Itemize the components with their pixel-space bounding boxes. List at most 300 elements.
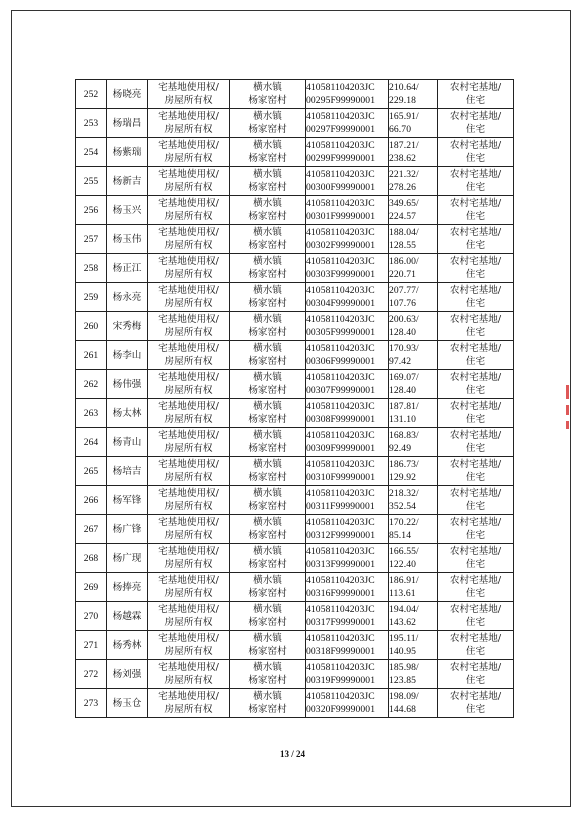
registration-table — [75, 79, 514, 718]
area-cell — [389, 457, 438, 486]
unit-code-text: 410581104203JC — [306, 662, 375, 673]
row-number-text: 259 — [83, 291, 99, 303]
right-type-text: 宅基地使用权/ — [158, 227, 219, 238]
table-row — [76, 428, 514, 457]
location-text: 横水镇 — [253, 662, 282, 673]
right-type-text: 房屋所有权 — [164, 530, 213, 541]
unit-code-text: 00312F99990001 — [306, 530, 376, 541]
area-cell — [389, 341, 438, 370]
row-number-cell — [76, 196, 107, 225]
location-text: 杨家窑村 — [248, 298, 287, 309]
land-use-cell — [438, 225, 514, 254]
unit-code-text: 00317F99990001 — [306, 617, 376, 628]
area-text: 92.49 — [389, 443, 412, 454]
row-number-text: 253 — [83, 117, 99, 129]
area-cell — [389, 167, 438, 196]
location-cell — [230, 341, 306, 370]
location-text: 横水镇 — [253, 633, 282, 644]
area-cell — [389, 428, 438, 457]
land-use-cell — [438, 254, 514, 283]
table-row — [76, 486, 514, 515]
row-number-text: 260 — [83, 320, 99, 332]
unit-code-text: 00320F99990001 — [306, 704, 376, 715]
land-use-text: 农村宅基地/ — [449, 111, 502, 122]
unit-code-text: 410581104203JC — [306, 227, 375, 238]
row-number-text: 256 — [83, 204, 99, 216]
location-cell — [230, 544, 306, 573]
right-type-cell — [148, 254, 230, 283]
area-cell — [389, 573, 438, 602]
table-row — [76, 515, 514, 544]
land-use-text: 住宅 — [465, 704, 486, 715]
area-text: 352.54 — [389, 501, 416, 512]
table-row — [76, 254, 514, 283]
area-text: 194.04/ — [389, 604, 419, 615]
right-type-text: 房屋所有权 — [164, 240, 213, 251]
location-cell — [230, 573, 306, 602]
right-type-text: 房屋所有权 — [164, 617, 213, 628]
land-use-text: 住宅 — [465, 211, 486, 222]
row-number-cell — [76, 254, 107, 283]
unit-code-text: 410581104203JC — [306, 256, 375, 267]
area-text: 107.76 — [389, 298, 416, 309]
holder-name-text: 杨新吉 — [112, 175, 142, 187]
row-number-cell — [76, 341, 107, 370]
location-text: 杨家窑村 — [248, 327, 287, 338]
right-type-text: 宅基地使用权/ — [158, 633, 219, 644]
area-text: 221.32/ — [389, 169, 419, 180]
unit-code-cell — [306, 167, 389, 196]
holder-name-text: 杨培吉 — [112, 465, 142, 477]
area-text: 128.40 — [389, 385, 416, 396]
area-cell — [389, 689, 438, 718]
row-number-text: 268 — [83, 552, 99, 564]
area-text: 220.71 — [389, 269, 416, 280]
location-cell — [230, 660, 306, 689]
table-row — [76, 399, 514, 428]
right-type-text: 宅基地使用权/ — [158, 111, 219, 122]
right-type-cell — [148, 283, 230, 312]
row-number-cell — [76, 167, 107, 196]
land-use-cell — [438, 631, 514, 660]
area-cell — [389, 486, 438, 515]
location-text: 横水镇 — [253, 372, 282, 383]
unit-code-cell — [306, 602, 389, 631]
unit-code-cell — [306, 109, 389, 138]
right-type-cell — [148, 457, 230, 486]
location-cell — [230, 689, 306, 718]
right-type-text: 房屋所有权 — [164, 153, 213, 164]
unit-code-cell — [306, 312, 389, 341]
location-text: 杨家窑村 — [248, 124, 287, 135]
area-cell — [389, 312, 438, 341]
location-text: 杨家窑村 — [248, 704, 287, 715]
area-text: 168.83/ — [389, 430, 419, 441]
right-type-cell — [148, 573, 230, 602]
land-use-text: 住宅 — [465, 182, 486, 193]
location-text: 杨家窑村 — [248, 153, 287, 164]
land-use-text: 农村宅基地/ — [449, 372, 502, 383]
right-type-text: 宅基地使用权/ — [158, 256, 219, 267]
unit-code-cell — [306, 283, 389, 312]
land-use-text: 农村宅基地/ — [449, 227, 502, 238]
unit-code-text: 410581104203JC — [306, 488, 375, 499]
land-use-text: 住宅 — [465, 356, 486, 367]
land-use-text: 农村宅基地/ — [449, 459, 502, 470]
table-row — [76, 80, 514, 109]
area-text: 129.92 — [389, 472, 416, 483]
area-text: 185.98/ — [389, 662, 419, 673]
area-cell — [389, 515, 438, 544]
unit-code-cell — [306, 254, 389, 283]
unit-code-text: 00310F99990001 — [306, 472, 376, 483]
right-type-text: 宅基地使用权/ — [158, 662, 219, 673]
holder-name-cell — [107, 138, 148, 167]
land-use-text: 住宅 — [465, 124, 486, 135]
table-row — [76, 109, 514, 138]
location-cell — [230, 602, 306, 631]
right-type-text: 宅基地使用权/ — [158, 314, 219, 325]
unit-code-text: 00318F99990001 — [306, 646, 376, 657]
unit-code-cell — [306, 196, 389, 225]
area-text: 122.40 — [389, 559, 416, 570]
holder-name-cell — [107, 573, 148, 602]
row-number-cell — [76, 660, 107, 689]
unit-code-text: 410581104203JC — [306, 372, 375, 383]
unit-code-cell — [306, 631, 389, 660]
row-number-cell — [76, 399, 107, 428]
holder-name-cell — [107, 283, 148, 312]
area-text: 128.55 — [389, 240, 416, 251]
holder-name-cell — [107, 399, 148, 428]
right-type-cell — [148, 196, 230, 225]
area-text: 140.95 — [389, 646, 416, 657]
unit-code-cell — [306, 399, 389, 428]
location-text: 横水镇 — [253, 575, 282, 586]
unit-code-text: 00308F99990001 — [306, 414, 376, 425]
row-number-text: 262 — [83, 378, 99, 390]
holder-name-text: 杨晓亮 — [112, 88, 142, 100]
location-text: 杨家窑村 — [248, 356, 287, 367]
area-cell — [389, 225, 438, 254]
holder-name-cell — [107, 689, 148, 718]
location-text: 横水镇 — [253, 140, 282, 151]
holder-name-cell — [107, 312, 148, 341]
land-use-text: 住宅 — [465, 559, 486, 570]
unit-code-text: 410581104203JC — [306, 691, 375, 702]
area-cell — [389, 602, 438, 631]
area-text: 198.09/ — [389, 691, 419, 702]
row-number-text: 261 — [83, 349, 99, 361]
holder-name-text: 杨越霖 — [112, 610, 142, 622]
right-type-text: 房屋所有权 — [164, 211, 213, 222]
location-text: 横水镇 — [253, 227, 282, 238]
right-type-cell — [148, 80, 230, 109]
holder-name-cell — [107, 341, 148, 370]
table-row — [76, 573, 514, 602]
unit-code-text: 00297F99990001 — [306, 124, 376, 135]
land-use-text: 农村宅基地/ — [449, 343, 502, 354]
right-type-text: 房屋所有权 — [164, 124, 213, 135]
unit-code-cell — [306, 486, 389, 515]
land-use-cell — [438, 660, 514, 689]
right-type-text: 宅基地使用权/ — [158, 575, 219, 586]
location-text: 杨家窑村 — [248, 501, 287, 512]
location-cell — [230, 631, 306, 660]
area-cell — [389, 109, 438, 138]
location-cell — [230, 167, 306, 196]
table-row — [76, 544, 514, 573]
location-text: 杨家窑村 — [248, 675, 287, 686]
land-use-cell — [438, 573, 514, 602]
land-use-cell — [438, 457, 514, 486]
location-text: 杨家窑村 — [248, 646, 287, 657]
location-text: 横水镇 — [253, 546, 282, 557]
right-type-text: 宅基地使用权/ — [158, 401, 219, 412]
row-number-text: 267 — [83, 523, 99, 535]
row-number-text: 273 — [83, 697, 99, 709]
right-type-text: 宅基地使用权/ — [158, 198, 219, 209]
holder-name-text: 宋秀梅 — [112, 320, 142, 332]
unit-code-text: 00302F99990001 — [306, 240, 376, 251]
row-number-text: 265 — [83, 465, 99, 477]
holder-name-text: 杨伟强 — [112, 378, 142, 390]
land-use-text: 农村宅基地/ — [449, 169, 502, 180]
area-text: 85.14 — [389, 530, 412, 541]
location-text: 横水镇 — [253, 401, 282, 412]
unit-code-text: 00316F99990001 — [306, 588, 376, 599]
holder-name-cell — [107, 225, 148, 254]
location-cell — [230, 80, 306, 109]
holder-name-text: 杨捧亮 — [112, 581, 142, 593]
table-row — [76, 341, 514, 370]
holder-name-cell — [107, 109, 148, 138]
unit-code-cell — [306, 370, 389, 399]
land-use-text: 住宅 — [465, 530, 486, 541]
right-type-text: 房屋所有权 — [164, 675, 213, 686]
row-number-text: 255 — [83, 175, 99, 187]
unit-code-text: 410581104203JC — [306, 314, 375, 325]
location-text: 横水镇 — [253, 691, 282, 702]
right-type-cell — [148, 312, 230, 341]
location-text: 横水镇 — [253, 111, 282, 122]
location-text: 杨家窑村 — [248, 211, 287, 222]
area-text: 200.63/ — [389, 314, 419, 325]
location-text: 杨家窑村 — [248, 182, 287, 193]
area-text: 238.62 — [389, 153, 416, 164]
unit-code-text: 410581104203JC — [306, 140, 375, 151]
unit-code-text: 00319F99990001 — [306, 675, 376, 686]
unit-code-cell — [306, 138, 389, 167]
right-type-text: 房屋所有权 — [164, 356, 213, 367]
table-row — [76, 167, 514, 196]
location-text: 横水镇 — [253, 169, 282, 180]
right-type-text: 房屋所有权 — [164, 385, 213, 396]
land-use-text: 农村宅基地/ — [449, 198, 502, 209]
table-body — [76, 80, 514, 718]
area-cell — [389, 80, 438, 109]
right-type-cell — [148, 689, 230, 718]
location-text: 杨家窑村 — [248, 95, 287, 106]
holder-name-text: 杨李山 — [112, 349, 142, 361]
land-use-text: 农村宅基地/ — [449, 401, 502, 412]
right-type-text: 宅基地使用权/ — [158, 517, 219, 528]
right-type-text: 宅基地使用权/ — [158, 691, 219, 702]
land-use-cell — [438, 428, 514, 457]
holder-name-cell — [107, 660, 148, 689]
holder-name-text: 杨青山 — [112, 436, 142, 448]
unit-code-text: 00309F99990001 — [306, 443, 376, 454]
area-text: 66.70 — [389, 124, 412, 135]
holder-name-cell — [107, 370, 148, 399]
area-text: 144.68 — [389, 704, 416, 715]
area-text: 170.22/ — [389, 517, 419, 528]
location-cell — [230, 457, 306, 486]
holder-name-cell — [107, 457, 148, 486]
right-type-cell — [148, 167, 230, 196]
location-text: 杨家窑村 — [248, 240, 287, 251]
land-use-text: 农村宅基地/ — [449, 285, 502, 296]
land-use-text: 农村宅基地/ — [449, 604, 502, 615]
holder-name-text: 杨永亮 — [112, 291, 142, 303]
land-use-cell — [438, 602, 514, 631]
land-use-cell — [438, 312, 514, 341]
right-type-cell — [148, 109, 230, 138]
land-use-cell — [438, 515, 514, 544]
holder-name-text: 杨刘强 — [112, 668, 142, 680]
table-row — [76, 631, 514, 660]
row-number-cell — [76, 225, 107, 254]
row-number-text: 258 — [83, 262, 99, 274]
holder-name-text: 杨广现 — [112, 552, 142, 564]
right-type-cell — [148, 138, 230, 167]
area-text: 143.62 — [389, 617, 416, 628]
right-type-text: 宅基地使用权/ — [158, 82, 219, 93]
area-text: 278.26 — [389, 182, 416, 193]
area-text: 188.04/ — [389, 227, 419, 238]
right-type-text: 房屋所有权 — [164, 95, 213, 106]
right-type-cell — [148, 660, 230, 689]
land-use-text: 农村宅基地/ — [449, 633, 502, 644]
row-number-text: 270 — [83, 610, 99, 622]
table-row — [76, 225, 514, 254]
holder-name-text: 杨玉仓 — [112, 697, 142, 709]
table-row — [76, 602, 514, 631]
holder-name-text: 杨玉兴 — [112, 204, 142, 216]
row-number-cell — [76, 80, 107, 109]
right-type-text: 宅基地使用权/ — [158, 604, 219, 615]
location-cell — [230, 428, 306, 457]
location-text: 杨家窑村 — [248, 617, 287, 628]
location-text: 横水镇 — [253, 430, 282, 441]
right-type-text: 房屋所有权 — [164, 298, 213, 309]
table-row — [76, 312, 514, 341]
area-text: 195.11/ — [389, 633, 419, 644]
row-number-cell — [76, 138, 107, 167]
area-text: 186.00/ — [389, 256, 419, 267]
area-cell — [389, 660, 438, 689]
unit-code-text: 00303F99990001 — [306, 269, 376, 280]
land-use-cell — [438, 370, 514, 399]
land-use-text: 住宅 — [465, 414, 486, 425]
unit-code-text: 410581104203JC — [306, 517, 375, 528]
area-text: 123.85 — [389, 675, 416, 686]
land-use-cell — [438, 544, 514, 573]
land-use-cell — [438, 486, 514, 515]
location-text: 杨家窑村 — [248, 530, 287, 541]
unit-code-text: 00300F99990001 — [306, 182, 376, 193]
right-type-cell — [148, 399, 230, 428]
holder-name-cell — [107, 196, 148, 225]
holder-name-cell — [107, 515, 148, 544]
row-number-cell — [76, 283, 107, 312]
unit-code-text: 00306F99990001 — [306, 356, 376, 367]
area-text: 170.93/ — [389, 343, 419, 354]
unit-code-text: 00299F99990001 — [306, 153, 376, 164]
location-text: 横水镇 — [253, 488, 282, 499]
location-cell — [230, 486, 306, 515]
holder-name-text: 杨太林 — [112, 407, 142, 419]
land-use-text: 农村宅基地/ — [449, 575, 502, 586]
location-text: 横水镇 — [253, 517, 282, 528]
row-number-cell — [76, 486, 107, 515]
right-type-text: 房屋所有权 — [164, 472, 213, 483]
row-number-text: 254 — [83, 146, 99, 158]
edge-marks — [566, 385, 572, 445]
area-text: 128.40 — [389, 327, 416, 338]
location-cell — [230, 399, 306, 428]
holder-name-text: 杨广锋 — [112, 523, 142, 535]
unit-code-cell — [306, 515, 389, 544]
land-use-text: 住宅 — [465, 385, 486, 396]
unit-code-text: 410581104203JC — [306, 401, 375, 412]
right-type-text: 宅基地使用权/ — [158, 169, 219, 180]
land-use-text: 住宅 — [465, 472, 486, 483]
area-text: 97.42 — [389, 356, 412, 367]
location-text: 横水镇 — [253, 459, 282, 470]
land-use-text: 农村宅基地/ — [449, 546, 502, 557]
area-text: 186.73/ — [389, 459, 419, 470]
location-cell — [230, 254, 306, 283]
land-use-text: 住宅 — [465, 646, 486, 657]
row-number-cell — [76, 602, 107, 631]
right-type-cell — [148, 341, 230, 370]
location-text: 横水镇 — [253, 285, 282, 296]
location-cell — [230, 312, 306, 341]
row-number-cell — [76, 428, 107, 457]
right-type-text: 宅基地使用权/ — [158, 546, 219, 557]
right-type-text: 房屋所有权 — [164, 443, 213, 454]
right-type-cell — [148, 428, 230, 457]
holder-name-cell — [107, 544, 148, 573]
location-cell — [230, 283, 306, 312]
land-use-text: 住宅 — [465, 240, 486, 251]
unit-code-text: 410581104203JC — [306, 633, 375, 644]
right-type-text: 宅基地使用权/ — [158, 430, 219, 441]
area-text: 187.21/ — [389, 140, 419, 151]
unit-code-cell — [306, 457, 389, 486]
area-text: 131.10 — [389, 414, 416, 425]
row-number-cell — [76, 109, 107, 138]
land-use-text: 农村宅基地/ — [449, 488, 502, 499]
land-use-cell — [438, 196, 514, 225]
holder-name-text: 杨玉伟 — [112, 233, 142, 245]
row-number-cell — [76, 457, 107, 486]
location-text: 横水镇 — [253, 343, 282, 354]
area-cell — [389, 370, 438, 399]
area-text: 210.64/ — [389, 82, 419, 93]
holder-name-cell — [107, 428, 148, 457]
